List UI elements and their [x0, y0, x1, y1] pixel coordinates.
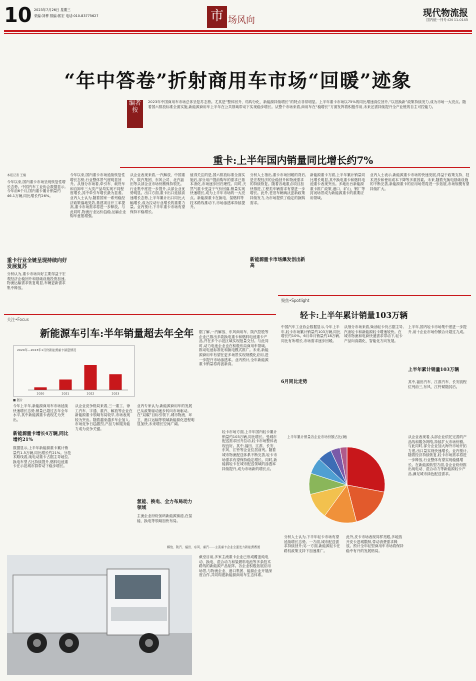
spot-col-5: 此外,皮卡市场表现同样亮眼,多地放开皮卡进城限制,带动消费需求释放。预计全年轻型商用车市场将保持稳中有升的发展格局。	[346, 535, 404, 553]
author-line: 本报记者 王楠	[7, 173, 26, 177]
truck-caption: 解放、陕汽、福田、东风、重汽……主流重卡企业全面发力新能源赛道	[167, 545, 261, 549]
body-col-4: 值得关注的是,国六排放标准全面实施后,部分用户提前购车的需求已基本消化,市场逐步回归理性。同时,天然气重卡受益于气价回落,销量实现快速增长,成为上半年市场的一大亮点。新能源重卡在换电、氢燃料等技术路线推动下,市场渗透率持续提升。	[190, 173, 247, 210]
focus-subhead-c: 氢能、换电、全力布局动力领域	[137, 500, 193, 511]
spot-col-6: 从企业表现看,头部企业依托完善的产品线和服务网络,持续扩大市场份额。与此同时,部分企业加大海外市场开拓力度,出口量实现快速增长。业内预计,随着经济持续恢复,轻卡市场需求将进一步释放,行业整体有望实现稳健增长。在新能源转型方面,各企业纷纷推出纯电动、混合动力等新能源轻卡产品,满足城市绿色配送需求。	[408, 435, 468, 476]
market-share-pie	[287, 440, 407, 530]
main-headline: “年中答卷”折射商用车市场“回暖”迹象	[64, 70, 412, 92]
header-meta-2: 采编:刘桦 排编:郭宏 电话:010-83775627	[34, 14, 99, 18]
truck-illustration	[7, 555, 192, 675]
body-col-3: 从企业表现来看,一汽解放、中国重汽、陕汽集团、东风公司、北汽福田等头部企业市场份额保持领先。行业集中度进一步提升,头部企业优势明显。出口方面,重卡出口延续高速增长态势,上半年累计出口同比大幅增长,成为拉动行业增长的重要力量。业内预计,下半年重卡市场有望保持平稳增长。	[130, 173, 186, 214]
body-col-6: 新能源重卡方面,上半年累计销量同比增长明显,其中换电重卡和燃料电池重卡表现突出。多地出台新能源重卡推广政策,港口、矿山、钢厂等封闭场景成为新能源重卡的重要应用领域。	[310, 173, 366, 200]
bar-label-2022: 2022	[86, 391, 95, 396]
left-col-text-2: 分析认为,重卡市场向好主要得益于宏观经济企稳回升和基础设施投资加速,物流运输需求恢复明显,车辆更新需求集中释放。	[7, 272, 66, 290]
bar-label-2021: 2021	[61, 391, 70, 396]
left-col-text-1: 今年以来,国内重卡市场呈现恢复性增长态势。中国汽车工业协会数据显示,今年前6个月,国内重卡累计销量约46.1万辆,同比增长约26%。	[7, 180, 66, 198]
focus-col-2: 从企业竞争格局来看,三一重工、徐工汽车、宇通、重汽、解放等企业在新能源重卡领域布局较早,市场表现较为突出。随着越来越多车企加入,市场竞争日趋激烈,产品力和服务能力成为竞争关键。	[75, 404, 133, 431]
subhead-rule	[120, 167, 470, 168]
subhead-heavy-truck: 重卡:上半年国内销量同比增长约7%	[213, 156, 374, 167]
focus-col-1b: 数据显示,上半年新能源重卡累计销量约1.5万辆,同比增长约21%。分技术路线看,纯电动重卡占据主导地位,换电车型占比持续提升,燃料电池重卡在示范城市群带动下稳步增长。	[13, 446, 71, 469]
spot-col-3: 上半年,国内轻卡市场集中度进一步提升,前十企业市场份额合计超过九成。	[408, 325, 467, 334]
focus-col-4: 据了解,一汽解放、东风商用车、陕汽控股等企业已推出多款换电重卡和燃料电池重卡产品,并在多个示范区域实现批量交付。与此同时,动力电池企业也在积极布局商用车领域,推动电池标准化和换电模式推广。未来,新能源商用车有望在更多场景实现规模化应用,进一步提升市场渗透率。业内预计,全年新能源重卡销量将再创新高。	[199, 330, 269, 367]
focus-col-3b: 主流企业纷纷加码新能源赛道,在氢能、换电等领域加快布局。	[137, 514, 193, 523]
brand-title: 现代物流报	[422, 9, 468, 19]
focus-col-1: 今年上半年,新能源商用车市场延续快速增长态势,销量已超过去年全年水平,其中新能源重卡表现尤为突出。	[13, 404, 69, 422]
editor-box: 编者按	[127, 100, 143, 128]
bar-label-2020: 2020	[36, 391, 45, 396]
spotlight-title: 轻卡:上半年累计销量103万辆	[300, 310, 408, 320]
bar-label-2023: 2023	[111, 391, 120, 396]
right-col-a: 轻卡市场方面,上半年国内轻卡累计销量约103万辆,同比增长。受城市配送需求回升拉动,轻卡市场整体表现良好。其中,福田、江淮、长安、东风、江铃等企业位居前列。随着城市物流配送体系不断完善,轻卡市场需求有望保持稳定增长。同时,新能源轻卡在城市配送领域的渗透率持续提升,成为市场新的增长点。	[222, 430, 278, 471]
focus-rule	[4, 314, 276, 315]
body-col-2: 今年以来,国内重卡市场延续恢复性增长态势,行业整体景气度明显回升。从细分市场看,牵引车、载货车和自卸车三大类产品均实现不同程度增长,其中牵引车增长最为显著。业内人士认为,随着国家一系列稳经济政策落地见效,基建项目开工率提高,重卡市场需求将进一步释放。与此同时,物流行业运价趋稳,运输企业购车意愿增强。	[70, 173, 127, 219]
lower-middle-col: 截至目前,多家主流重卡企业已形成覆盖纯电动、换电、混合动力和氢燃料电池等多条技术路线的新能源产品矩阵。各企业积极拓展应用场景,与物流企业、港口集团、能源企业开展深度合作,共同构建新能源商用车生态体系。	[199, 555, 273, 578]
pie-caption: 上半年累计销量各企业市场份额占比(辆)	[287, 435, 348, 439]
focus-col-3: 业内专家认为,新能源商用车的发展已从政策驱动逐步转向市场驱动。在“双碳”目标引领下,城市物流、环卫、港口运输等领域新能源化进程明显加快,未来增长空间广阔。	[137, 404, 195, 427]
spot-col-4: 分析人士认为,下半年轻卡市场有望延续增长态势。一方面,城市配送需求持续回升;另一方面,新能源轻卡在路权政策支持下加速推广。	[284, 535, 341, 553]
subhead-nev-growth: 新能源重卡市场爆发创出新高	[250, 258, 306, 269]
nev-chart-box	[13, 345, 135, 397]
section-name: 场风向	[228, 16, 256, 26]
nev-chart-caption: 2020年—2023年1月份新能源重卡销量情况	[17, 348, 77, 352]
body-col-5: 分析人士指出,重卡市场回暖的背后,是宏观经济的企稳回升和物流需求的持续恢复。随着各地重点项目加快推进,工程类车辆需求有望进一步增长。此外,老旧车辆淘汰更新政策持续发力,为市场提供了稳定的换购需求。	[250, 173, 307, 205]
brand-meta: 国内统一刊号:CN 11-0145	[426, 18, 468, 22]
spotlight-rule	[278, 295, 471, 296]
page-number: 10	[4, 3, 32, 27]
spot-col-3b: 其中,福田汽车、江淮汽车、长安凯程位列前三,东风、江铃紧随其后。	[408, 380, 467, 389]
header-rule	[4, 30, 472, 32]
editor-note-text: 2023年中国商用车市场总体呈复苏态势。尤其是“整体回升、结构分化、新能源持续增长”的特点非常明显。上半年重卡市场以75%的同比增速高位回升,“以旧换新”政策持续发力,成为市场一大亮点。随着国六排放标准全面实施,新能源商用车上半年在公共领域带动下实现稳步增长。从整个市场来看,商用车在“稳增长”方面发挥着积极作用,未来还需持续提升全产业链的自主可控能力。	[148, 100, 466, 109]
bar-2022	[84, 365, 97, 390]
focus-title: 新能源车引车:半年销量超去年全年	[40, 329, 194, 340]
spotlight-tag: 聚焦•Spotlight	[281, 298, 310, 303]
nev-bar-chart	[14, 346, 134, 396]
section-icon-box: 市	[207, 6, 227, 28]
spot-subhead-f: 上半年累计销量103万辆	[408, 368, 459, 373]
page-header-left	[4, 3, 32, 27]
pie-slice-0	[347, 447, 385, 492]
pic-tag: ■ 图片	[13, 398, 23, 402]
spot-subhead-g: 6月同比走势	[281, 380, 308, 385]
bar-2020	[34, 387, 47, 390]
header-rule-thin	[4, 33, 472, 34]
spot-col-1: 中国汽车工业协会数据显示,今年上半年,轻卡市场累计销量约103万辆,同比增长约10%。6月单月销量约18万辆,同比有所增长,市场需求逐步回暖。	[281, 325, 341, 343]
header-meta-1: 2023年7月26日 星期三	[34, 8, 71, 12]
bar-2023	[109, 374, 122, 390]
left-col-subhead: 重卡行业全链呈现持续向好发展复苏	[7, 258, 68, 270]
focus-subhead-b: 新能源重卡增长4万辆,同比增约21%	[13, 432, 69, 443]
spot-col-2: 从细分市场来看,柴油轻卡仍占据主导,汽油轻卡和新能源轻卡增速较快。在城市物流和电商快递需求带动下,轻卡产品向高端化、智能化方向发展。	[344, 325, 404, 343]
body-col-7: 业内人士表示,新能源重卡市场的快速发展,得益于政策支持、技术进步和使用成本下降等多重因素。未来,随着充换电基础设施的不断完善,新能源重卡的应用场景将进一步拓展,市场规模有望持续扩大。	[370, 173, 470, 191]
bar-2021	[59, 380, 72, 391]
focus-tag: 关注•Focus	[7, 317, 29, 322]
